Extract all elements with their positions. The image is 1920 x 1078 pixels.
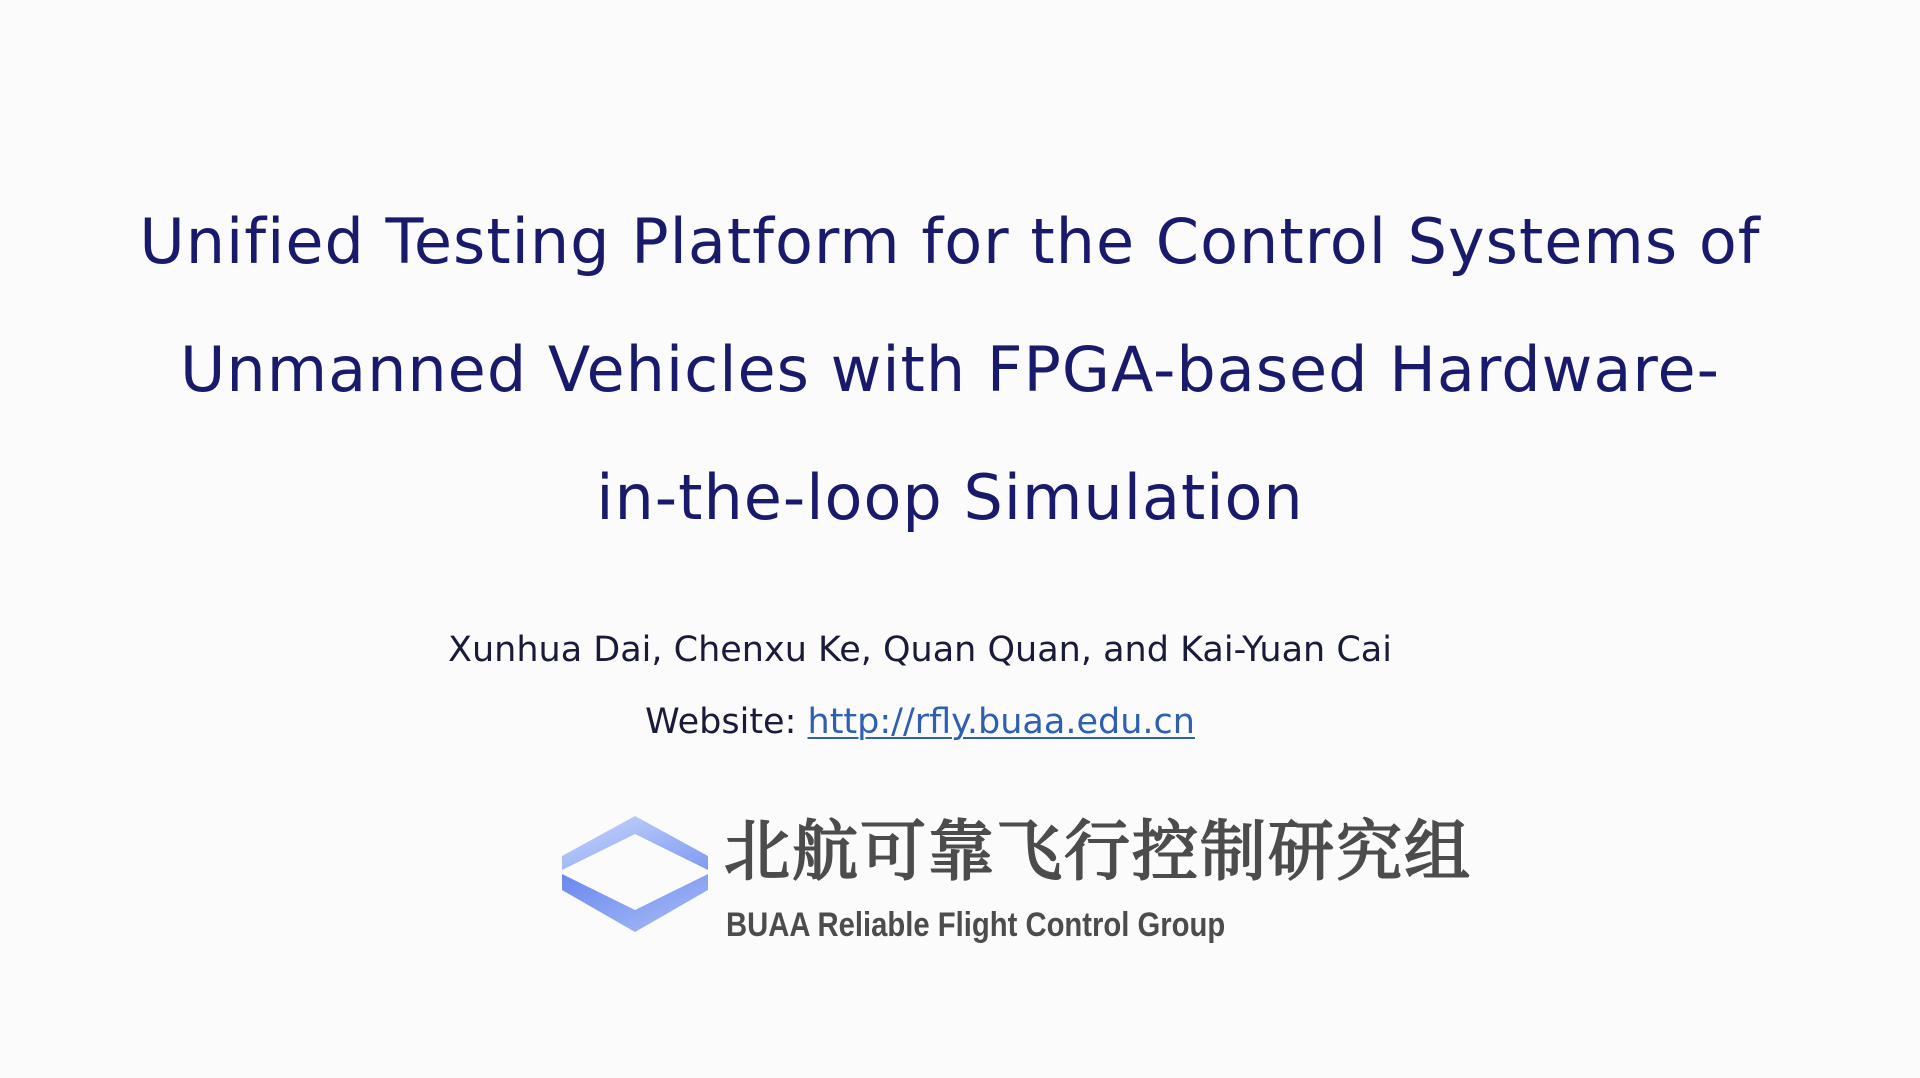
logo-chinese-name: 北航可靠飞行控制研究组	[724, 813, 1472, 890]
group-logo	[560, 812, 1472, 962]
author-list: Xunhua Dai, Chenxu Ke, Quan Quan, and Kai-Yuan Cai	[448, 630, 1392, 670]
slide-title	[70, 178, 1830, 562]
title-line-2: Unmanned Vehicles with FPGA-based Hardware-	[180, 333, 1720, 406]
title-line-1: Unified Testing Platform for the Control Systems of	[139, 205, 1761, 278]
diamond-logo-icon	[560, 812, 710, 937]
website-link[interactable]: http://rfly.buaa.edu.cn	[807, 702, 1195, 742]
logo-english-name: BUAA Reliable Flight Control Group	[726, 906, 1226, 944]
website-line	[0, 696, 1840, 748]
title-line-3: in-the-loop Simulation	[596, 461, 1304, 534]
website-label: Website:	[645, 702, 808, 742]
